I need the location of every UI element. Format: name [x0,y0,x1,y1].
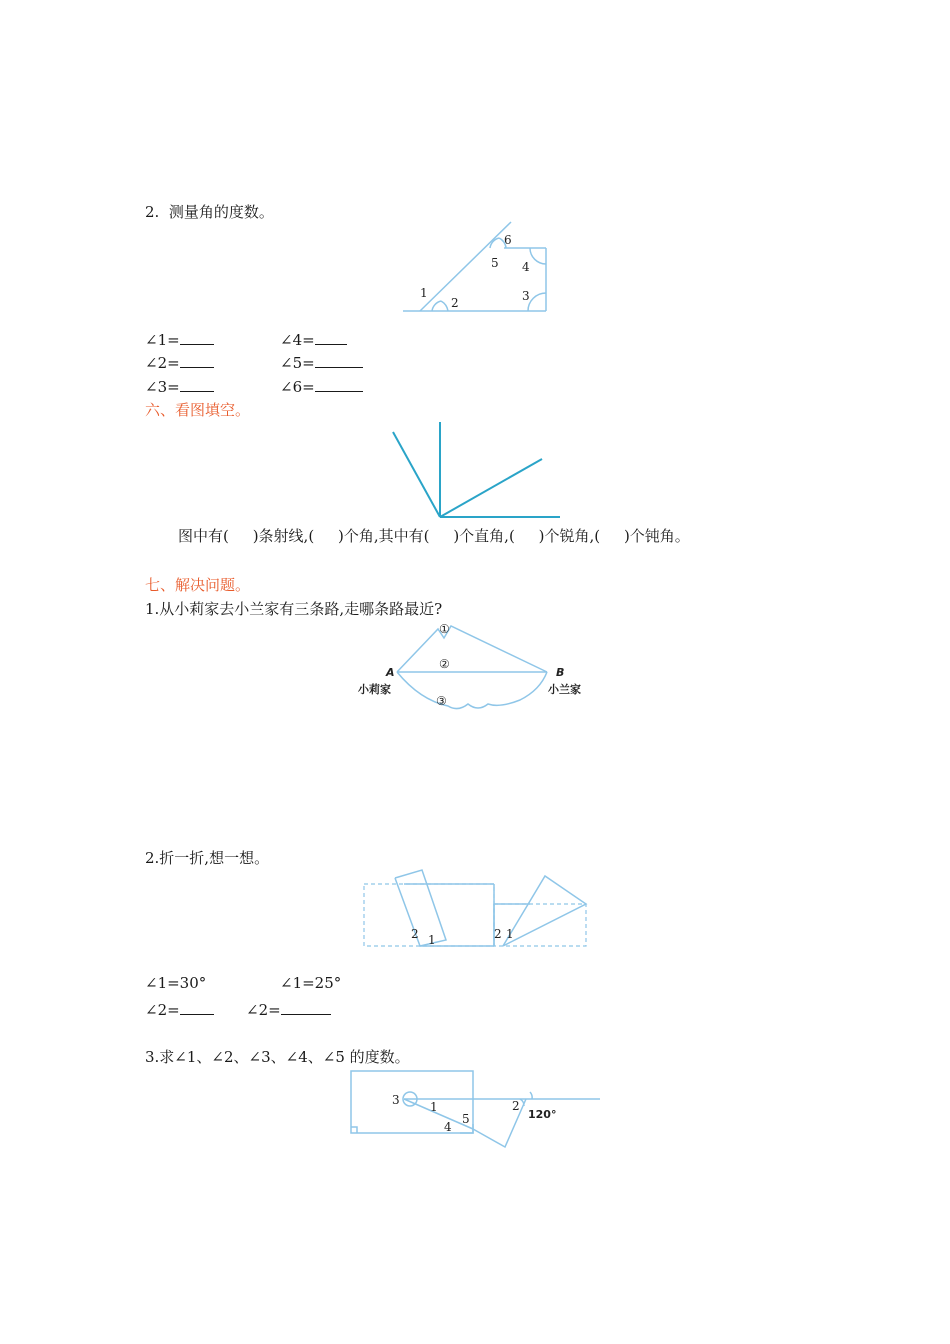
fold-left-label-1: 1 [428,933,436,947]
angle-120-label: 120° [528,1108,557,1121]
route-2-label: ② [439,657,450,671]
q2-title: 2. 测量角的度数。 [145,203,274,221]
angle5-label-2: 2 [512,1099,520,1113]
angle5-label-4: 4 [444,1120,452,1134]
angle5-label-3: 3 [392,1093,400,1107]
angle-label-3: 3 [522,289,530,303]
angle-label-2: 2 [451,296,459,310]
angle5-label-5: 5 [462,1112,470,1126]
point-a-label: A [386,666,395,679]
problem1-title: 1.从小莉家去小兰家有三条路,走哪条路最近? [145,600,443,618]
section6-sentence: 图中有( )条射线,( )个角,其中有( )个直角,( )个锐角,( )个钝角。 [178,527,690,545]
answer-angle-5: ∠5= [280,353,363,372]
fold-right-given: ∠1=25° [280,974,342,992]
home-b-label: 小兰家 [548,683,581,696]
answer-angle-4: ∠4= [280,330,347,349]
angle-measure-figure [403,222,546,311]
folding-figure [364,870,586,947]
fold-right-label-1: 1 [506,927,514,941]
angle-label-5: 5 [491,256,499,270]
problem2-title: 2.折一折,想一想。 [145,849,270,867]
angle-label-4: 4 [522,260,530,274]
answer-angle-2: ∠2= [145,353,214,372]
route-1-label: ① [439,622,450,636]
answer-angle-3: ∠3= [145,377,214,396]
problem3-title: 3.求∠1、∠2、∠3、∠4、∠5 的度数。 [145,1048,410,1066]
point-b-label: B [556,666,565,679]
angle-label-1: 1 [420,286,428,300]
fold-right-answer: ∠2= [246,1000,331,1019]
angle-label-6: 6 [504,233,512,247]
fold-right-label-2: 2 [494,927,502,941]
section6-heading: 六、看图填空。 [145,401,251,419]
fold-left-label-2: 2 [411,927,419,941]
route-3-label: ③ [436,694,447,708]
angle5-label-1: 1 [430,1100,438,1114]
home-a-label: 小莉家 [358,683,391,696]
answer-angle-1: ∠1= [145,330,214,349]
angles-1-5-figure [351,1071,600,1147]
section7-heading: 七、解决问题。 [145,576,251,594]
fold-left-given: ∠1=30° [145,974,207,992]
routes-figure [358,622,581,709]
fold-left-answer: ∠2= [145,1000,214,1019]
answer-angle-6: ∠6= [280,377,363,396]
rays-figure [393,422,560,517]
